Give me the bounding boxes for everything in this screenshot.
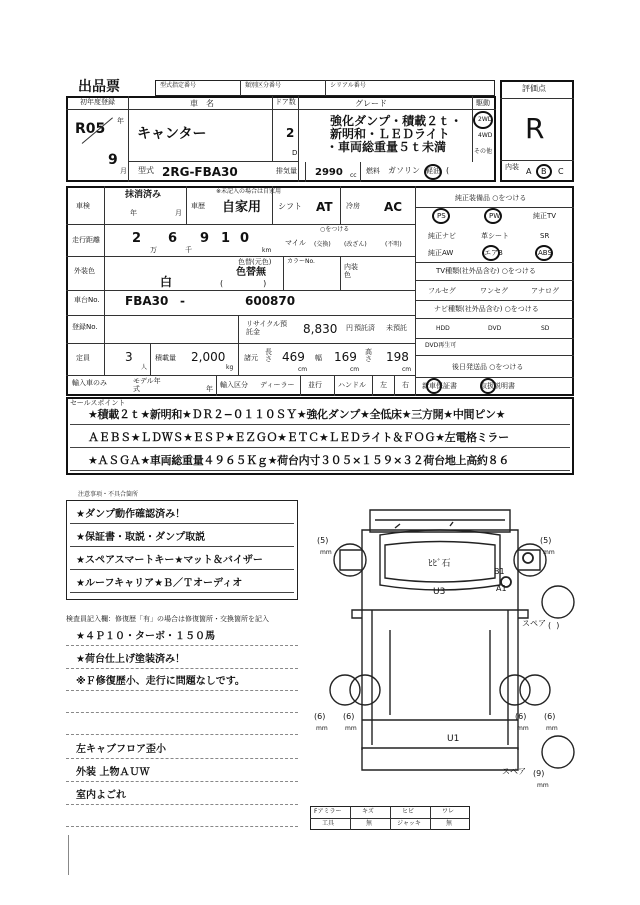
- chassis-label: 車台No.: [74, 296, 100, 304]
- capacity-unit: 人: [141, 364, 148, 371]
- height-label: 高さ: [365, 348, 372, 363]
- grade-line1: 強化ダンプ・積載２ｔ・: [330, 114, 463, 128]
- tire-fl-label: (5): [317, 536, 329, 545]
- inspector-line-2: ★荷台仕上げ塗装済み！: [76, 654, 185, 665]
- load-value: 2,000: [191, 350, 226, 364]
- fuel-label: 燃料: [366, 167, 380, 175]
- tv-analog: アナログ: [531, 287, 559, 295]
- inspection-year: 年: [130, 209, 137, 217]
- docs-warranty-circle: [426, 378, 442, 394]
- damage-a1: A1: [496, 584, 507, 593]
- width-value: 169: [334, 350, 357, 364]
- inspection-value: 抹消済み: [125, 190, 162, 200]
- damage-b1: B1: [494, 567, 505, 576]
- length-label: 長さ: [265, 348, 272, 363]
- interior-label: 内装: [505, 163, 519, 171]
- color-change-label: 色替(元色): [238, 258, 272, 266]
- mileage-man: 万: [150, 246, 157, 254]
- tire-rl1-mm: mm: [316, 725, 328, 732]
- tire-rl1-label: (6): [314, 712, 326, 721]
- history-label: 車歴: [191, 202, 205, 210]
- note-line-1: ★ダンプ動作確認済み！: [76, 509, 186, 520]
- spare-label-bottom: スペア: [502, 767, 526, 776]
- inspection-label: 車検: [76, 202, 90, 210]
- shift-label: シフト: [278, 202, 302, 211]
- reg-no-label: 登録No.: [72, 323, 98, 331]
- chassis-dash: -: [180, 294, 185, 308]
- tire-rr1-label: (6): [515, 712, 527, 721]
- tire-rl2-mm: mm: [345, 725, 357, 732]
- spare-mm: mm: [537, 782, 549, 789]
- equip-sr: SR: [540, 232, 550, 240]
- equip-navi: 純正ナビ: [428, 232, 456, 240]
- grade-line3: ・車両総重量５ｔ未満: [326, 140, 447, 154]
- color-paren: ( ): [220, 279, 267, 288]
- interior-b-circle: [536, 164, 552, 179]
- first-reg-month: 9: [108, 152, 118, 168]
- mileage-digit-1: 2: [132, 231, 142, 246]
- note-line-4: ★ルーフキャリア★Ｂ／Ｔオーディオ: [76, 578, 243, 589]
- sales-line-1: ★積載２ｔ★新明和★ＤＲ２−０１１０ＳＹ★強化ダンプ★全低床★三方開★中間ピン★: [88, 408, 506, 421]
- sales-label: セールスポイント: [70, 399, 126, 407]
- mileage-digit-4: 1: [221, 231, 231, 246]
- chassis-model: FBA30: [125, 294, 169, 308]
- import-year: 年: [206, 385, 213, 393]
- drive-label: 駆動: [476, 99, 490, 107]
- month-label: 月: [120, 167, 127, 175]
- load-unit: kg: [226, 364, 234, 371]
- equip-abs: ABS: [538, 249, 552, 257]
- docs-manual-circle: [480, 378, 496, 394]
- tv-title: TV種類(社外品含む) ○をつける: [436, 267, 536, 275]
- doors-value: 2: [286, 126, 295, 140]
- legend-tools: 工具: [322, 820, 335, 827]
- fuel-gasoline: ガソリン: [388, 166, 420, 175]
- car-model: 2RG-FBA30: [162, 165, 238, 179]
- recycle-value: 8,830: [303, 322, 338, 336]
- height-value: 198: [386, 350, 409, 364]
- car-name-label: 車 名: [190, 99, 214, 108]
- mileage-digit-5: 0: [240, 231, 250, 246]
- tire-fr-mm: mm: [543, 549, 555, 556]
- color-label: 外装色: [74, 267, 95, 275]
- equip-pw: PW: [489, 212, 501, 220]
- legend-scratch: キズ: [362, 808, 374, 815]
- legend-tools-value: 無: [366, 820, 373, 827]
- drive-4wd: 4WD: [478, 132, 493, 139]
- first-reg-label: 初年度登録: [80, 98, 115, 106]
- mileage-sen: 千: [185, 246, 192, 254]
- model-label: 型式: [138, 166, 154, 175]
- spare-value: 9: [536, 769, 542, 778]
- interior-a: A: [526, 167, 532, 176]
- first-reg-year: R05: [75, 121, 106, 137]
- navi-hdd: HDD: [436, 325, 450, 332]
- import-type-label: 輸入区分: [220, 381, 248, 389]
- inspector-line-6: 左キャブフロア歪小: [76, 744, 166, 755]
- notes-label: 注意事項・不具合箇所: [78, 491, 139, 498]
- fuel-diesel-circle: [424, 164, 442, 180]
- model-year-label: モデル年式: [133, 377, 161, 393]
- history-value: 自家用: [222, 200, 262, 215]
- recycle-not-deposited: 未預託: [386, 324, 407, 332]
- grade-line2: 新明和・ＬＥＤライト: [330, 127, 450, 141]
- recycle-unit: 円: [346, 324, 353, 332]
- interior-b: B: [541, 167, 547, 176]
- equipment-title: 純正装備品 ○をつける: [455, 194, 527, 202]
- color-value: 白: [160, 275, 173, 289]
- import-dealer: ディーラー: [260, 381, 295, 389]
- interior-color-label: 内装色: [344, 263, 358, 279]
- mileage-swap: (交換): [314, 241, 331, 248]
- import-handle: ハンドル: [338, 381, 366, 389]
- spare-label-top: スペア: [522, 619, 546, 628]
- tire-fr-label: (5): [540, 536, 552, 545]
- import-left: 左: [380, 381, 387, 389]
- inspector-line-8: 室内よごれ: [76, 790, 126, 801]
- note-line-3: ★スペアスマートキー★マット＆バイザー: [76, 555, 263, 566]
- navi-sd: SD: [541, 325, 550, 332]
- displacement-label: 排気量: [276, 167, 297, 175]
- mileage-digit-2: 6: [168, 231, 178, 246]
- equip-airbag: エアB: [484, 249, 503, 257]
- import-right: 右: [402, 381, 409, 389]
- equip-tv: 純正TV: [533, 212, 557, 220]
- length-value: 469: [282, 350, 305, 364]
- mileage-unit: km: [262, 247, 272, 254]
- mileage-label: 走行距離: [72, 236, 100, 244]
- score-label: 評価点: [522, 84, 546, 93]
- equip-aw: 純正AW: [428, 249, 454, 257]
- note-line-2: ★保証書・取説・ダンプ取説: [76, 532, 206, 543]
- dims-label: 諸元: [244, 354, 258, 362]
- docs-title: 後日発送品 ○をつける: [452, 363, 524, 371]
- doors-label: ドア数: [275, 98, 296, 106]
- year-label: 年: [117, 117, 124, 125]
- fuel-diesel: 軽油: [426, 167, 440, 175]
- mileage-mile: マイル: [285, 239, 306, 247]
- equip-leather: 革シート: [481, 232, 509, 240]
- navi-title: ナビ種類(社外品含む) ○をつける: [434, 305, 539, 313]
- recycle-label: リサイクル預託金: [246, 320, 288, 336]
- tv-oneseg: ワンセグ: [480, 287, 508, 295]
- mileage-circle-note: ○をつける: [320, 226, 350, 233]
- drive-2wd-circle: [473, 111, 493, 129]
- equip-airbag-circle: [482, 245, 500, 261]
- tire-rr2-label: (6): [544, 712, 556, 721]
- truck-diagram: [300, 490, 580, 810]
- grade-label: グレード: [355, 99, 387, 108]
- equip-abs-circle: [535, 245, 553, 261]
- load-label: 積載量: [155, 354, 176, 362]
- equip-pw-circle: [484, 208, 502, 224]
- docs-manual: 取扱説明書: [480, 382, 515, 390]
- inspector-label: 検査員記入欄：修復歴「有」の場合は修復箇所・交換箇所を記入: [66, 615, 269, 623]
- tire-rl2-label: (6): [343, 712, 355, 721]
- import-parallel: 並行: [308, 381, 322, 389]
- color-change-value: 色替無: [236, 267, 266, 278]
- legend-jack: ジャッキ: [397, 820, 421, 827]
- sheet-title: 出品票: [78, 79, 120, 95]
- ac-label: 冷房: [346, 202, 360, 210]
- mileage-tamper: (改ざん): [344, 241, 367, 248]
- tire-rl2-value: 6: [346, 712, 352, 721]
- car-name: キャンター: [137, 126, 207, 142]
- fuel-paren: (: [446, 166, 450, 175]
- class-num-label: 類別区分番号: [245, 82, 282, 89]
- inspector-line-1: ★４Ｐ１０・ターボ・１５０馬: [76, 631, 215, 642]
- legend-fmirror: Fアミラー: [314, 808, 342, 815]
- navi-dvd: DVD: [488, 325, 502, 332]
- width-cm: cm: [350, 366, 360, 373]
- inspection-month: 月: [175, 209, 182, 217]
- tire-fl-value: 5: [320, 536, 326, 545]
- displacement-value: 2990: [315, 167, 343, 178]
- capacity-value: 3: [125, 350, 133, 364]
- inspector-line-7: 外装 上物ＡＵＷ: [76, 767, 150, 778]
- tire-rl1-value: 6: [317, 712, 323, 721]
- capacity-label: 定員: [76, 354, 90, 362]
- color-code-label: カラーNo.: [287, 258, 315, 265]
- drive-2wd: 2WD: [478, 116, 493, 123]
- width-label: 幅: [315, 354, 322, 362]
- navi-dvd-play: DVD再生可: [425, 342, 457, 349]
- history-note: ※未記入の場合は自家用: [216, 188, 282, 195]
- recycle-deposited: 預託済: [354, 324, 375, 332]
- mileage-unknown: (不明): [385, 241, 402, 248]
- sales-line-2: ＡＥＢＳ★ＬＤＷＳ★ＥＳＰ★ＥＺＧＯ★ＥＴＣ★ＬＥＤライト＆ＦＯＧ★左電格ミラー: [88, 431, 509, 444]
- shift-value: AT: [316, 200, 333, 214]
- drive-other: その他: [474, 148, 493, 155]
- doors-suffix: D: [292, 149, 298, 157]
- tire-rr2-value: 6: [547, 712, 553, 721]
- interior-c: C: [558, 167, 564, 176]
- legend-crack: ヒビ: [402, 808, 415, 815]
- docs-warranty: 新車保証書: [422, 382, 457, 390]
- serial-num-label: シリアル番号: [330, 82, 366, 89]
- chassis-number: 600870: [245, 294, 296, 308]
- damage-u3: U3: [433, 587, 446, 597]
- score-value: R: [525, 112, 545, 145]
- import-label: 輸入車のみ: [72, 379, 107, 387]
- tire-rr1-value: 6: [518, 712, 524, 721]
- cc-unit: cc: [350, 172, 357, 179]
- ac-value: AC: [384, 200, 403, 214]
- tire-fr-value: 5: [543, 536, 549, 545]
- spare-bottom-label: (9): [533, 769, 545, 778]
- tire-rr2-mm: mm: [546, 725, 558, 732]
- equip-ps: PS: [437, 212, 446, 220]
- equip-ps-circle: [432, 208, 450, 224]
- tire-rr1-mm: mm: [517, 725, 529, 732]
- model-cert-label: 型式指定番号: [160, 82, 197, 89]
- damage-chip: ﾋﾋﾞ石: [428, 559, 451, 569]
- height-cm: cm: [402, 366, 412, 373]
- length-cm: cm: [298, 366, 308, 373]
- legend-jack-value: 無: [446, 820, 453, 827]
- mileage-digit-3: 9: [200, 231, 210, 246]
- sales-line-3: ★ＡＳＧＡ★車両総重量４９６５Ｋｇ★荷台内寸３０５×１５９×３２荷台地上高約８６: [88, 454, 510, 467]
- inspector-line-3: ※Ｆ修復歴小、走行に問題なしです。: [76, 676, 245, 687]
- tv-fullseg: フルセグ: [428, 287, 456, 295]
- spare-top-paren: ( ): [548, 621, 560, 630]
- tire-fl-mm: mm: [320, 549, 332, 556]
- damage-u1: U1: [447, 734, 460, 744]
- legend-break: ワレ: [442, 808, 455, 815]
